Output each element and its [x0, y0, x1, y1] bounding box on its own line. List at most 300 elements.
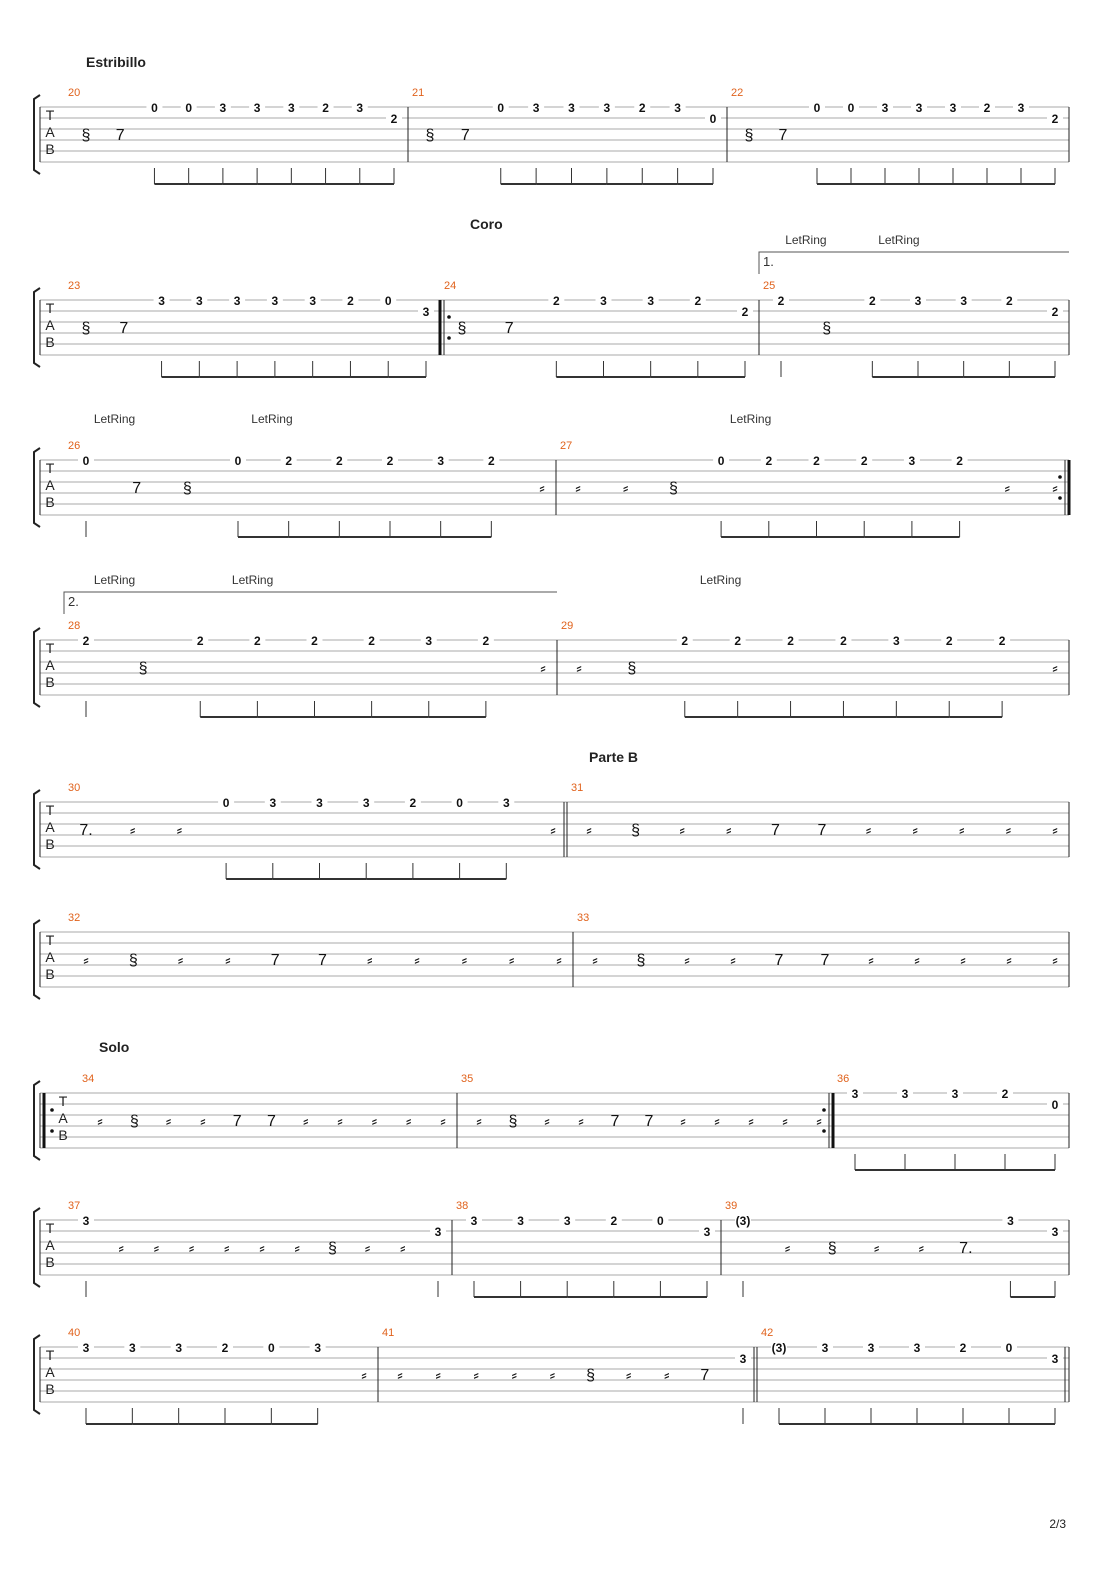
- tab-clef-letter: B: [45, 674, 55, 690]
- measure: [731, 87, 1069, 184]
- measure-number: 28: [68, 620, 81, 632]
- rest-symbol: ⸗: [361, 1367, 367, 1384]
- rest-symbol: 7: [270, 952, 280, 969]
- fret-number: 3: [1051, 1225, 1059, 1239]
- measure-number: 20: [68, 87, 81, 99]
- fret-number: 2: [956, 454, 963, 468]
- rest-symbol: 7: [770, 822, 780, 839]
- fret-number: 3: [949, 101, 957, 115]
- rest-symbol: 7: [610, 1113, 620, 1130]
- fret-number: 3: [470, 1214, 478, 1228]
- rest-symbol: ⸗: [367, 952, 373, 969]
- fret-number: 0: [151, 101, 158, 115]
- measure-number: 37: [68, 1200, 81, 1212]
- measure: [68, 440, 556, 537]
- rest-symbol: ⸗: [540, 660, 546, 677]
- rest-symbol: ⸗: [188, 1240, 195, 1257]
- fret-number: 3: [158, 294, 165, 308]
- rest-symbol: ⸗: [684, 952, 690, 969]
- rest-symbol: ⸗: [539, 480, 545, 497]
- rest-symbol: ⸗: [868, 952, 874, 969]
- rest-symbol: §: [81, 320, 91, 337]
- fret-number: 3: [253, 101, 261, 115]
- system-bracket: [34, 628, 40, 707]
- rest-symbol: ⸗: [406, 1113, 412, 1130]
- fret-number: (3): [771, 1341, 787, 1355]
- fret-number: 2: [610, 1214, 618, 1228]
- measure-number: 42: [761, 1327, 774, 1339]
- system-bracket: [34, 288, 40, 367]
- rest-symbol: 7: [644, 1113, 654, 1130]
- system-bracket: [34, 448, 40, 527]
- rest-symbol: ⸗: [626, 1367, 632, 1384]
- rest-symbol: ⸗: [549, 1367, 556, 1384]
- measure: [561, 620, 1069, 717]
- tab-clef-letter: B: [45, 334, 55, 350]
- fret-number: 2: [1005, 294, 1013, 308]
- fret-number: 3: [309, 294, 317, 308]
- volta-bracket: [64, 592, 557, 614]
- tab-system: [34, 1200, 1069, 1297]
- measure-number: 40: [68, 1327, 81, 1339]
- rest-symbol: ⸗: [303, 1113, 309, 1130]
- let-ring-marker: LetRing: [231, 573, 274, 587]
- rest-symbol: ⸗: [225, 952, 231, 969]
- rest-symbol: ⸗: [97, 1113, 103, 1130]
- fret-number: 0: [847, 101, 855, 115]
- measure: [837, 1073, 1069, 1170]
- rest-symbol: ⸗: [130, 822, 136, 839]
- measure-number: 38: [456, 1200, 469, 1212]
- measure-number: 33: [577, 912, 590, 924]
- fret-number: 2: [765, 454, 773, 468]
- fret-number: 0: [82, 454, 90, 468]
- rest-symbol: 7: [817, 822, 827, 839]
- fret-number: 2: [285, 454, 293, 468]
- fret-number: 3: [901, 1087, 909, 1101]
- rest-symbol: ⸗: [1004, 480, 1010, 497]
- fret-number: 3: [314, 1341, 322, 1355]
- tab-clef-letter: B: [45, 966, 55, 982]
- tab-system: [34, 749, 1069, 879]
- fret-number: 0: [813, 101, 821, 115]
- measure-number: 29: [561, 620, 574, 632]
- fret-number: 3: [175, 1341, 183, 1355]
- rest-symbol: ⸗: [865, 822, 872, 839]
- rest-symbol: ⸗: [1052, 660, 1058, 677]
- fret-number: 2: [998, 634, 1006, 648]
- tab-clef-letter: A: [45, 317, 55, 333]
- measure-number: 31: [571, 782, 584, 794]
- let-ring-marker: LetRing: [93, 573, 136, 587]
- repeat-dot: [822, 1129, 826, 1133]
- tab-clef-letter: T: [58, 1093, 68, 1109]
- measure: [68, 1327, 378, 1424]
- tab-clef-letter: T: [45, 460, 55, 476]
- tab-clef-letter: A: [58, 1110, 68, 1126]
- measure-number: 23: [68, 280, 81, 292]
- fret-number: 3: [568, 101, 575, 115]
- fret-number: 2: [741, 305, 749, 319]
- volta-bracket: [759, 252, 1069, 274]
- section-label: Solo: [99, 1039, 130, 1055]
- fret-number: 2: [386, 454, 394, 468]
- fret-number: 3: [867, 1341, 875, 1355]
- rest-symbol: ⸗: [592, 952, 598, 969]
- fret-number: 2: [390, 112, 398, 126]
- tab-clef-letter: T: [45, 802, 55, 818]
- fret-number: 3: [362, 796, 370, 810]
- fret-number: 3: [1017, 101, 1025, 115]
- fret-number: 2: [777, 294, 785, 308]
- system-bracket: [34, 1081, 40, 1160]
- fret-number: 0: [456, 796, 463, 810]
- repeat-dot: [822, 1108, 826, 1112]
- let-ring-marker: LetRing: [93, 412, 136, 426]
- system-bracket: [34, 920, 40, 999]
- tab-clef-letter: A: [45, 1364, 55, 1380]
- rest-symbol: ⸗: [576, 660, 582, 677]
- rest-symbol: ⸗: [960, 952, 966, 969]
- rest-symbol: §: [627, 660, 637, 677]
- repeat-dot: [447, 315, 451, 319]
- rest-symbol: ⸗: [784, 1240, 791, 1257]
- fret-number: 3: [425, 634, 433, 648]
- rest-symbol: 7: [318, 952, 327, 969]
- measure: [763, 280, 1069, 377]
- rest-symbol: ⸗: [679, 822, 685, 839]
- measure-number: 36: [837, 1073, 850, 1085]
- rest-symbol: §: [182, 480, 192, 497]
- tab-clef-letter: B: [45, 494, 55, 510]
- rest-symbol: §: [81, 127, 91, 144]
- fret-number: 2: [945, 634, 953, 648]
- fret-number: 2: [552, 294, 560, 308]
- fret-number: 0: [384, 294, 392, 308]
- fret-number: 2: [983, 101, 991, 115]
- rest-symbol: §: [327, 1240, 337, 1257]
- rest-symbol: ⸗: [623, 480, 629, 497]
- rest-symbol: §: [822, 320, 832, 337]
- rest-symbol: ⸗: [118, 1240, 124, 1257]
- measure-number: 41: [382, 1327, 395, 1339]
- fret-number: 2: [254, 634, 261, 648]
- measure-number: 24: [444, 280, 457, 292]
- rest-symbol: 7: [700, 1367, 710, 1384]
- fret-number: 3: [603, 101, 611, 115]
- fret-number: 3: [913, 1341, 921, 1355]
- fret-number: 3: [951, 1087, 959, 1101]
- fret-number: 3: [195, 294, 203, 308]
- fret-number: 0: [1051, 1098, 1059, 1112]
- fret-number: 2: [959, 1341, 967, 1355]
- volta-number: 1.: [763, 254, 774, 269]
- rest-symbol: §: [128, 952, 138, 969]
- rest-symbol: ⸗: [511, 1367, 517, 1384]
- rest-symbol: ⸗: [435, 1367, 441, 1384]
- tab-clef-letter: T: [45, 932, 55, 948]
- measure: [560, 440, 1069, 537]
- fret-number: 3: [674, 101, 681, 115]
- fret-number: 2: [409, 796, 417, 810]
- fret-number: 3: [739, 1352, 747, 1366]
- rest-symbol: ⸗: [544, 1113, 550, 1130]
- rest-symbol: ⸗: [371, 1113, 378, 1130]
- rest-symbol: ⸗: [914, 952, 920, 969]
- rest-symbol: 7: [267, 1113, 276, 1130]
- tab-system: [34, 573, 1069, 717]
- rest-symbol: ⸗: [153, 1240, 160, 1257]
- rest-symbol: ⸗: [782, 1113, 788, 1130]
- fret-number: 2: [82, 634, 90, 648]
- tab-clef-letter: B: [45, 1254, 55, 1270]
- fret-number: (3): [735, 1214, 751, 1228]
- let-ring-marker: LetRing: [251, 412, 293, 426]
- rest-symbol: 7: [774, 952, 784, 969]
- rest-symbol: ⸗: [874, 1240, 880, 1257]
- measure-number: 25: [763, 280, 776, 292]
- rest-symbol: ⸗: [1006, 952, 1012, 969]
- rest-symbol: ⸗: [1052, 822, 1058, 839]
- fret-number: 3: [1007, 1214, 1014, 1228]
- measure-number: 34: [82, 1073, 95, 1085]
- rest-symbol: ⸗: [476, 1113, 482, 1130]
- fret-number: 0: [234, 454, 242, 468]
- rest-symbol: §: [631, 822, 641, 839]
- tab-system: [34, 54, 1069, 184]
- fret-number: 2: [868, 294, 876, 308]
- fret-number: 2: [347, 294, 354, 308]
- fret-number: 0: [267, 1341, 275, 1355]
- measure-number: 21: [412, 87, 425, 99]
- system-bracket: [34, 95, 40, 174]
- fret-number: 3: [563, 1214, 571, 1228]
- rest-symbol: ⸗: [400, 1240, 406, 1257]
- fret-number: 3: [821, 1341, 829, 1355]
- fret-number: 0: [1005, 1341, 1013, 1355]
- fret-number: 2: [840, 634, 847, 648]
- fret-number: 3: [233, 294, 241, 308]
- measure: [68, 1200, 452, 1297]
- rest-symbol: ⸗: [748, 1113, 754, 1130]
- fret-number: 3: [851, 1087, 859, 1101]
- rest-symbol: ⸗: [714, 1113, 720, 1130]
- fret-number: 2: [638, 101, 646, 115]
- fret-number: 2: [487, 454, 495, 468]
- measure-number: 35: [461, 1073, 474, 1085]
- tab-system: [34, 1039, 1069, 1170]
- fret-number: 3: [908, 454, 916, 468]
- rest-symbol: ⸗: [959, 822, 965, 839]
- rest-symbol: ⸗: [1052, 480, 1058, 497]
- rest-symbol: ⸗: [912, 822, 918, 839]
- fret-number: 3: [703, 1225, 711, 1239]
- measure-number: 22: [731, 87, 744, 99]
- fret-number: 0: [497, 101, 505, 115]
- rest-symbol: ⸗: [473, 1367, 479, 1384]
- fret-number: 3: [914, 294, 922, 308]
- fret-number: 3: [269, 796, 277, 810]
- rest-symbol: 7: [460, 127, 470, 144]
- rest-symbol: §: [425, 127, 435, 144]
- fret-number: 2: [335, 454, 343, 468]
- tab-clef-letter: A: [45, 949, 55, 965]
- rest-symbol: §: [744, 127, 754, 144]
- measure-number: 27: [560, 440, 573, 452]
- rest-symbol: ⸗: [816, 1113, 822, 1130]
- rest-symbol: 7: [115, 127, 125, 144]
- tab-clef-letter: A: [45, 477, 55, 493]
- tab-clef-letter: T: [45, 107, 55, 123]
- fret-number: 3: [434, 1225, 442, 1239]
- section-label: Coro: [470, 216, 503, 232]
- fret-number: 3: [915, 101, 923, 115]
- fret-number: 2: [1051, 112, 1059, 126]
- rest-symbol: 7: [119, 320, 129, 337]
- repeat-dot: [1058, 475, 1062, 479]
- rest-symbol: 7: [778, 127, 788, 144]
- rest-symbol: §: [636, 952, 646, 969]
- fret-number: 3: [881, 101, 889, 115]
- rest-symbol: 7.: [959, 1240, 973, 1257]
- fret-number: 3: [600, 294, 607, 308]
- rest-symbol: §: [508, 1113, 518, 1130]
- rest-symbol: ⸗: [177, 952, 184, 969]
- let-ring-marker: LetRing: [878, 233, 920, 247]
- tab-system: [34, 1327, 1069, 1424]
- rest-symbol: 7.: [79, 822, 93, 839]
- rest-symbol: ⸗: [575, 480, 581, 497]
- rest-symbol: §: [129, 1113, 139, 1130]
- fret-number: 3: [647, 294, 655, 308]
- fret-number: 3: [892, 634, 900, 648]
- fret-number: 3: [532, 101, 540, 115]
- fret-number: 2: [813, 454, 820, 468]
- fret-number: 0: [222, 796, 230, 810]
- fret-number: 3: [1051, 1352, 1059, 1366]
- rest-symbol: ⸗: [664, 1367, 670, 1384]
- repeat-dot: [1058, 496, 1062, 500]
- fret-number: 3: [271, 294, 279, 308]
- rest-symbol: ⸗: [397, 1367, 403, 1384]
- rest-symbol: ⸗: [294, 1240, 300, 1257]
- repeat-dot: [50, 1108, 54, 1112]
- measure: [412, 87, 727, 184]
- repeat-dot: [50, 1129, 54, 1133]
- rest-symbol: §: [668, 480, 678, 497]
- tab-clef-letter: A: [45, 124, 55, 140]
- measure-number: 30: [68, 782, 81, 794]
- section-label: Estribillo: [86, 54, 146, 70]
- rest-symbol: ⸗: [1005, 822, 1012, 839]
- rest-symbol: ⸗: [556, 952, 562, 969]
- rest-symbol: ⸗: [726, 822, 732, 839]
- fret-number: 2: [694, 294, 702, 308]
- fret-number: 2: [860, 454, 868, 468]
- fret-number: 3: [960, 294, 968, 308]
- system-bracket: [34, 1208, 40, 1287]
- fret-number: 2: [734, 634, 742, 648]
- tab-system: [34, 912, 1069, 999]
- rest-symbol: ⸗: [200, 1113, 206, 1130]
- fret-number: 3: [422, 305, 430, 319]
- measure-number: 32: [68, 912, 81, 924]
- fret-number: 0: [717, 454, 725, 468]
- volta-number: 2.: [68, 594, 79, 609]
- measure: [68, 782, 567, 879]
- fret-number: 0: [185, 101, 193, 115]
- fret-number: 2: [221, 1341, 229, 1355]
- fret-number: 3: [437, 454, 445, 468]
- tab-clef-letter: T: [45, 1220, 55, 1236]
- let-ring-marker: LetRing: [699, 573, 742, 587]
- rest-symbol: ⸗: [578, 1113, 584, 1130]
- rest-symbol: ⸗: [259, 1240, 265, 1257]
- measure: [382, 1327, 757, 1424]
- rest-symbol: ⸗: [730, 952, 736, 969]
- fret-number: 2: [482, 634, 490, 648]
- rest-symbol: ⸗: [83, 952, 89, 969]
- measure-number: 26: [68, 440, 81, 452]
- measure: [68, 620, 557, 717]
- tab-clef-letter: B: [45, 141, 55, 157]
- tab-clef-letter: T: [45, 1347, 55, 1363]
- measure: [444, 280, 759, 377]
- rest-symbol: ⸗: [337, 1113, 343, 1130]
- rest-symbol: 7: [232, 1113, 242, 1130]
- fret-number: 2: [1051, 305, 1059, 319]
- tab-clef-letter: T: [45, 640, 55, 656]
- measure-number: 39: [725, 1200, 738, 1212]
- rest-symbol: ⸗: [364, 1240, 371, 1257]
- tab-system: [34, 412, 1069, 537]
- rest-symbol: ⸗: [1052, 952, 1058, 969]
- fret-number: 3: [356, 101, 364, 115]
- rest-symbol: ⸗: [680, 1113, 686, 1130]
- tab-clef-letter: B: [58, 1127, 68, 1143]
- section-label: Parte B: [589, 749, 639, 765]
- rest-symbol: ⸗: [176, 822, 183, 839]
- tab-clef-letter: B: [45, 836, 55, 852]
- measure: [725, 1200, 1069, 1297]
- fret-number: 3: [219, 101, 227, 115]
- rest-symbol: ⸗: [586, 822, 592, 839]
- fret-number: 0: [657, 1214, 664, 1228]
- fret-number: 2: [196, 634, 204, 648]
- rest-symbol: ⸗: [461, 952, 468, 969]
- let-ring-marker: LetRing: [729, 412, 772, 426]
- fret-number: 2: [787, 634, 794, 648]
- fret-number: 2: [1001, 1087, 1009, 1101]
- measure: [456, 1200, 721, 1297]
- rest-symbol: ⸗: [918, 1240, 924, 1257]
- rest-symbol: ⸗: [509, 952, 515, 969]
- rest-symbol: ⸗: [550, 822, 556, 839]
- fret-number: 3: [287, 101, 295, 115]
- tab-clef-letter: A: [45, 657, 55, 673]
- system-bracket: [34, 1335, 40, 1414]
- rest-symbol: §: [827, 1240, 837, 1257]
- rest-symbol: ⸗: [165, 1113, 172, 1130]
- tab-clef-letter: T: [45, 300, 55, 316]
- page-number: 2/3: [1049, 1517, 1066, 1531]
- measure: [68, 87, 408, 184]
- measure: [68, 280, 451, 377]
- fret-number: 2: [368, 634, 375, 648]
- rest-symbol: ⸗: [224, 1240, 230, 1257]
- fret-number: 3: [502, 796, 510, 810]
- rest-symbol: 7: [820, 952, 830, 969]
